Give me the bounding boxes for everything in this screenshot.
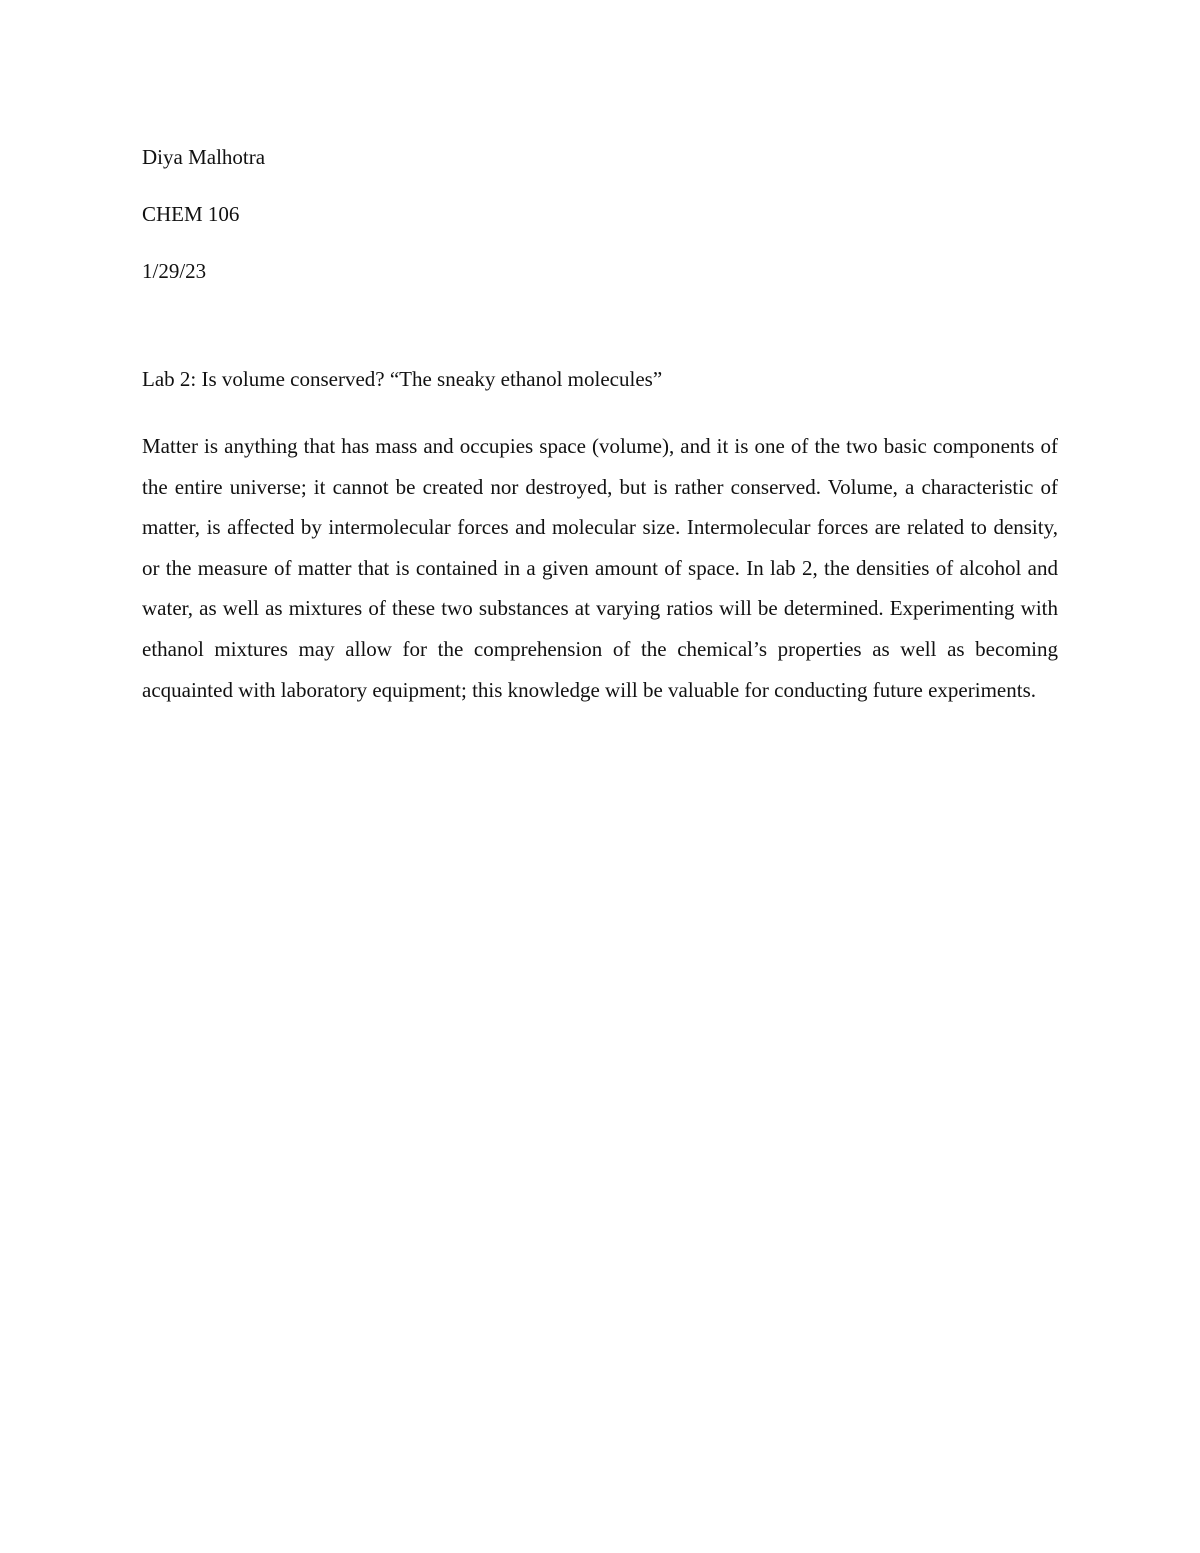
author-name: Diya Malhotra bbox=[142, 145, 266, 169]
body-paragraph: Matter is anything that has mass and occupies space (volume), and it is one of the two basic components of the entire universe; it cannot be created nor destroyed, but is rather conserved. Volume, a characteristic of matter, is affected by intermolecular forces and molecular size. Intermolecular forces are related to density, or the measure of matter that is contained in a given amount of space. In lab 2, the densities of alcohol and water, as well as mixtures of these two substances at varying ratios will be determined. Experimenting with ethanol mixtures may allow for the comprehension of the chemical’s properties as well as becoming acquainted with laboratory equipment; this knowledge will be valuable for conducting future experiments. bbox=[142, 434, 1058, 702]
course-code: CHEM 106 bbox=[142, 202, 240, 226]
document-date: 1/29/23 bbox=[142, 259, 207, 283]
lab-title: Lab 2: Is volume conserved? “The sneaky ethanol molecules” bbox=[142, 367, 663, 391]
